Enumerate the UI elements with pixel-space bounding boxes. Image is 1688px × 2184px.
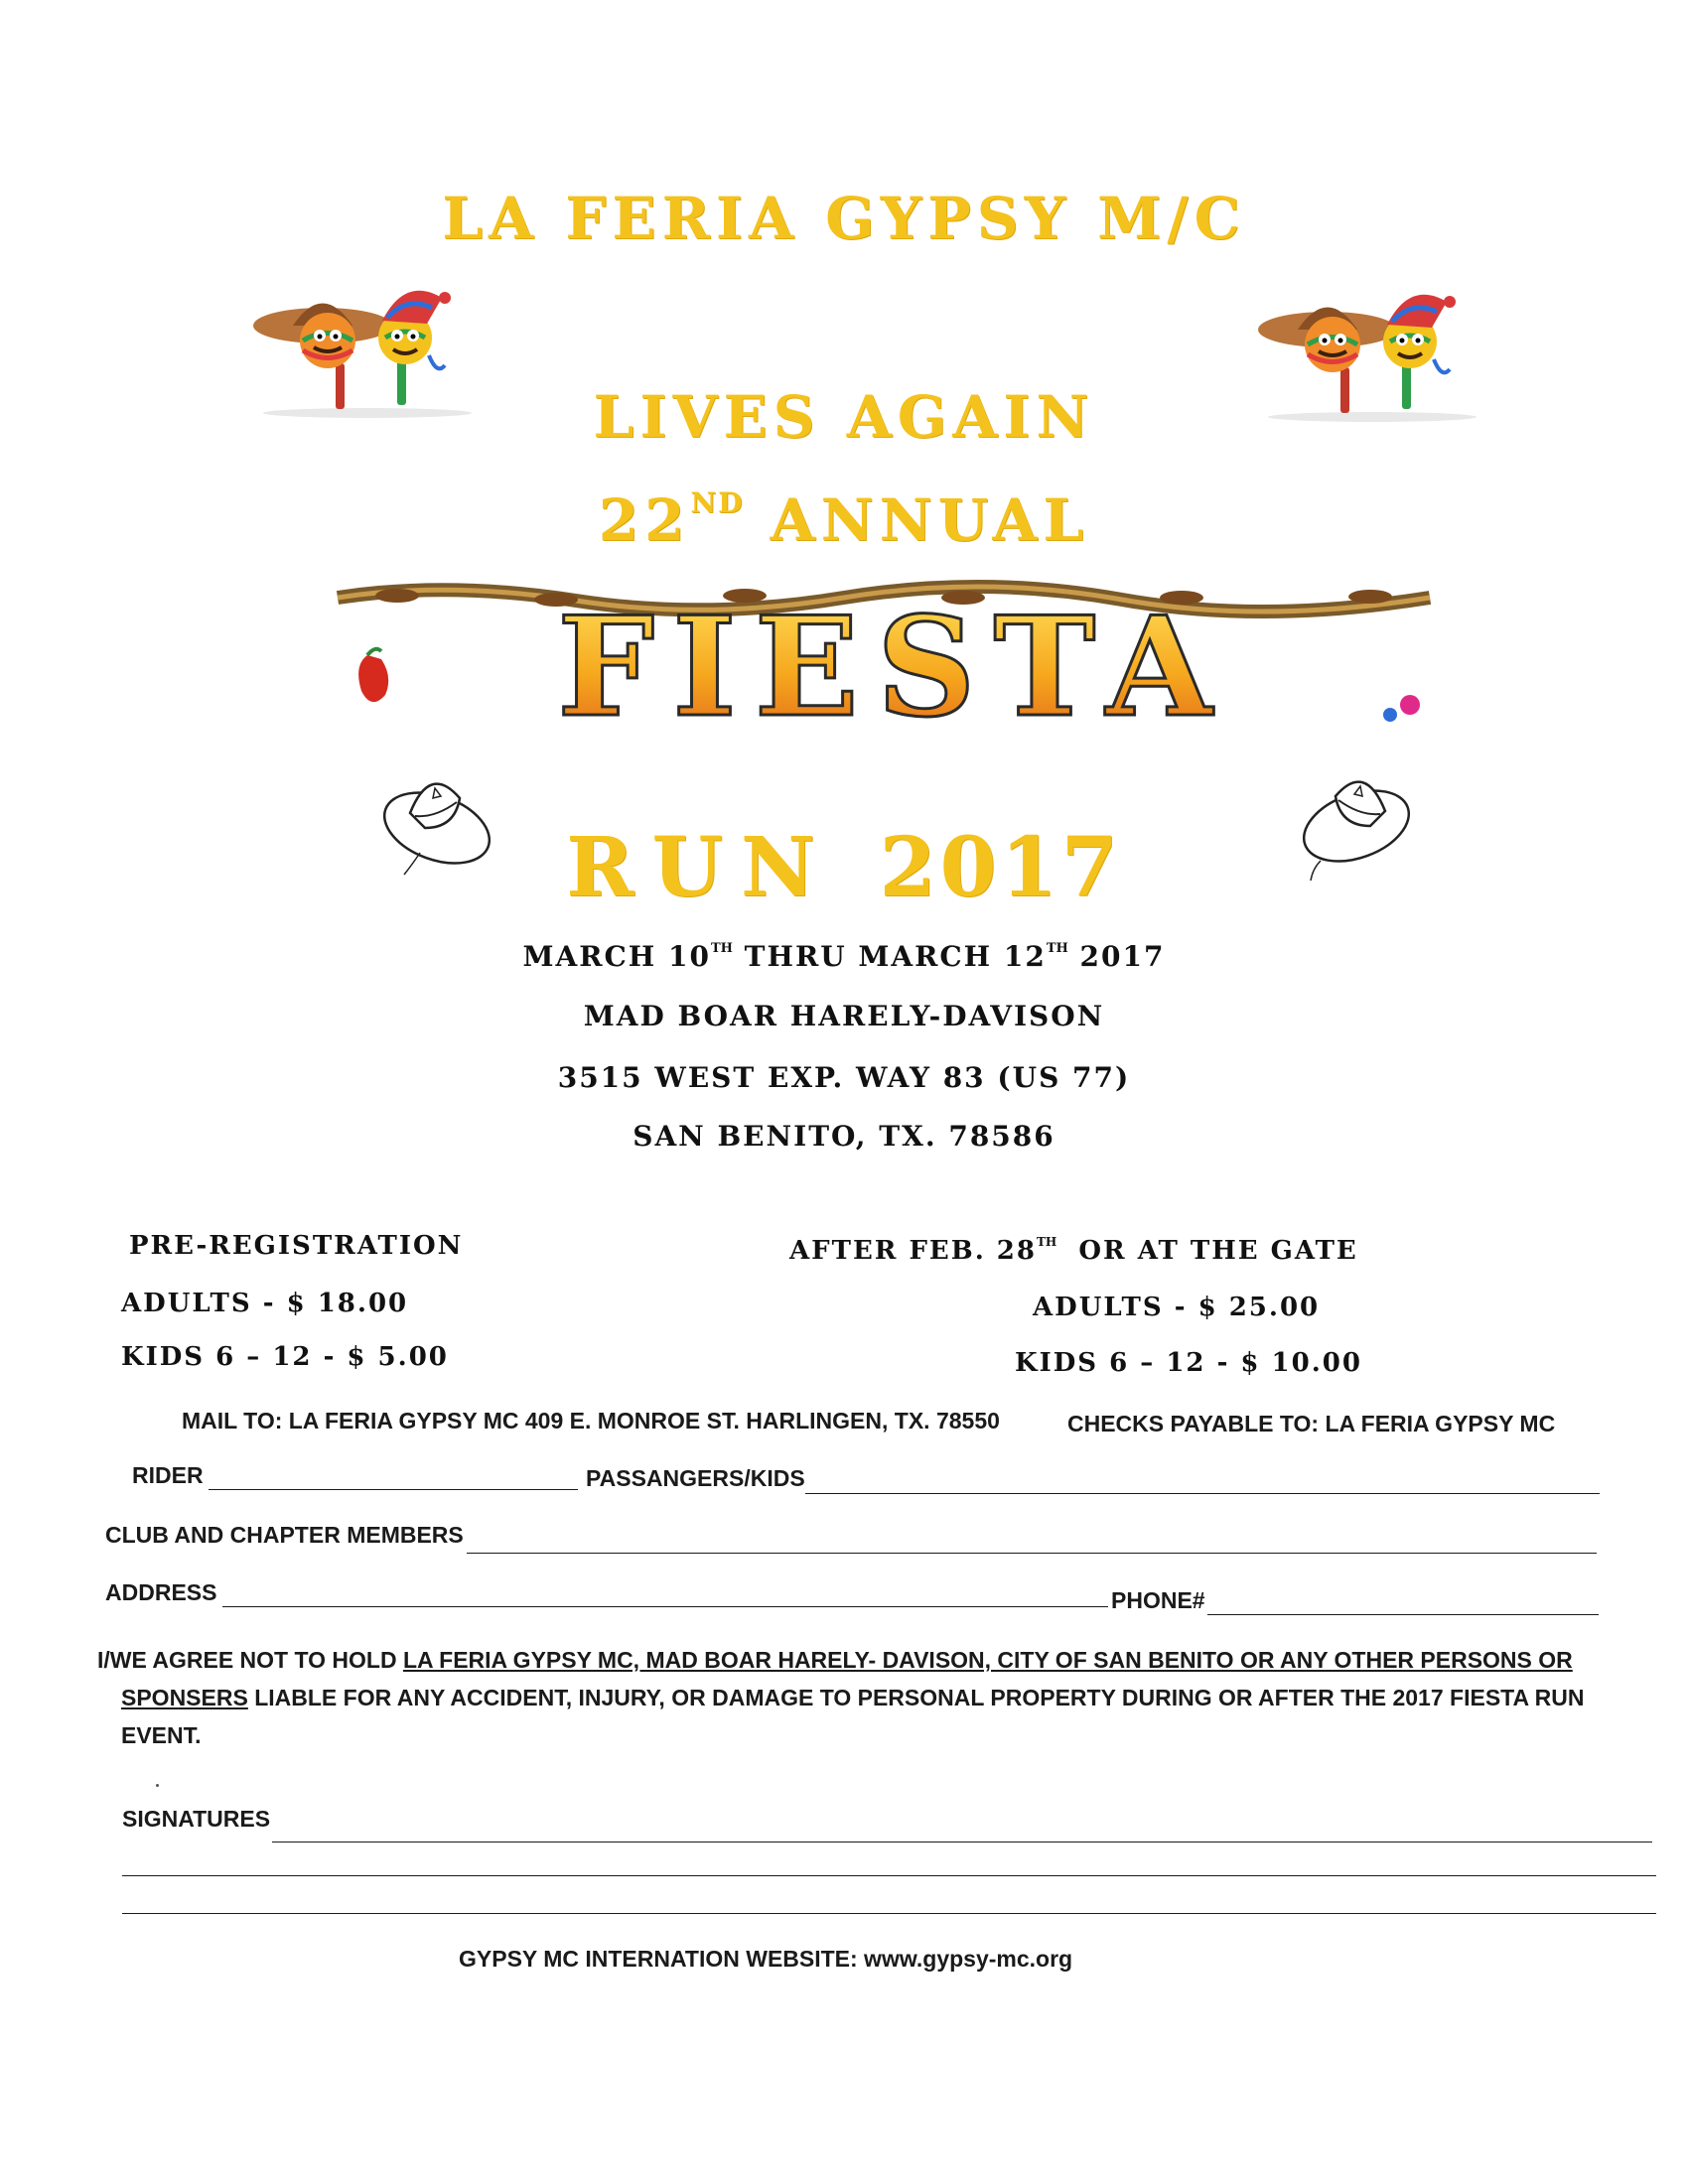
passengers-label: PASSANGERS/KIDS <box>586 1465 805 1491</box>
anniversary-number: 22 <box>598 486 691 554</box>
gate-kids-price: KIDS 6 – 12 - $ 10.00 <box>1015 1348 1362 1378</box>
signatures-label: SIGNATURES <box>122 1806 271 1832</box>
dates-end: THRU MARCH 12 <box>732 940 1047 973</box>
checks-payable-to: CHECKS PAYABLE TO: LA FERIA GYPSY MC <box>1067 1411 1556 1436</box>
address-field[interactable] <box>222 1606 1108 1607</box>
signature-line-1[interactable] <box>272 1842 1652 1843</box>
dates-start-suffix: TH <box>710 941 733 956</box>
dates-year: 2017 <box>1067 940 1166 973</box>
event-city: SAN BENITO, TX. 78586 <box>633 1120 1055 1153</box>
rider-label: RIDER <box>132 1462 204 1488</box>
waiver-lead: I/WE AGREE NOT TO HOLD <box>97 1647 403 1673</box>
waiver-sponsors: SPONSERS <box>121 1685 248 1710</box>
pre-registration-heading: PRE-REGISTRATION <box>129 1231 464 1261</box>
waiver-body: LIABLE FOR ANY ACCIDENT, INJURY, OR DAMAGE TO PERSONAL PROPERTY DURING OR AFTER THE 2017 FIESTA RUN <box>247 1685 1585 1710</box>
waiver-tail: EVENT. <box>121 1722 202 1748</box>
run-year: 2017 <box>879 820 1122 915</box>
headline-lives-again: LIVES AGAIN <box>593 383 1095 451</box>
address-label: ADDRESS <box>105 1579 217 1605</box>
pre-registration-adults-price: ADULTS - $ 18.00 <box>121 1289 409 1318</box>
gate-heading-rest: OR AT THE GATE <box>1056 1236 1358 1266</box>
event-dates <box>0 940 1688 973</box>
liability-waiver <box>97 1641 1626 1754</box>
phone-label: PHONE# <box>1111 1587 1205 1613</box>
anniversary-suffix: ND <box>690 486 745 519</box>
gate-adults-price: ADULTS - $ 25.00 <box>1033 1293 1321 1322</box>
gate-heading-date: AFTER FEB. 28 <box>789 1236 1037 1266</box>
event-venue: MAD BOAR HARELY-DAVISON <box>583 1000 1105 1032</box>
run-title <box>0 820 1688 915</box>
rider-field[interactable] <box>209 1489 578 1490</box>
pre-registration-kids-price: KIDS 6 – 12 - $ 5.00 <box>121 1342 449 1372</box>
club-members-label: CLUB AND CHAPTER MEMBERS <box>105 1522 464 1548</box>
org-title: LA FERIA GYPSY M/C <box>442 185 1246 252</box>
headline-annual <box>0 486 1688 554</box>
fiesta-word: FIESTA <box>557 586 1230 735</box>
gate-heading-suffix: TH <box>1037 1235 1057 1249</box>
passengers-field[interactable] <box>805 1493 1600 1494</box>
waiver-parties: LA FERIA GYPSY MC, MAD BOAR HARELY- DAVISON, CITY OF SAN BENITO OR ANY OTHER PERSONS OR <box>402 1647 1573 1673</box>
dates-start: MARCH 10 <box>522 940 711 973</box>
mail-to-address: MAIL TO: LA FERIA GYPSY MC 409 E. MONROE ST. HARLINGEN, TX. 78550 <box>182 1408 1000 1433</box>
fiesta-banner <box>328 576 1440 735</box>
stray-mark <box>156 1784 159 1787</box>
club-members-field[interactable] <box>467 1553 1597 1554</box>
event-address: 3515 WEST EXP. WAY 83 (US 77) <box>557 1061 1131 1094</box>
run-word: RUN <box>566 820 833 915</box>
signature-line-3[interactable] <box>122 1913 1656 1914</box>
signature-line-2[interactable] <box>122 1875 1656 1876</box>
gate-heading <box>789 1235 1358 1266</box>
phone-field[interactable] <box>1207 1614 1599 1615</box>
dates-end-suffix: TH <box>1046 941 1068 956</box>
annual-word: ANNUAL <box>770 486 1090 554</box>
website-footer: GYPSY MC INTERNATION WEBSITE: www.gypsy-mc.org <box>459 1946 1073 1972</box>
